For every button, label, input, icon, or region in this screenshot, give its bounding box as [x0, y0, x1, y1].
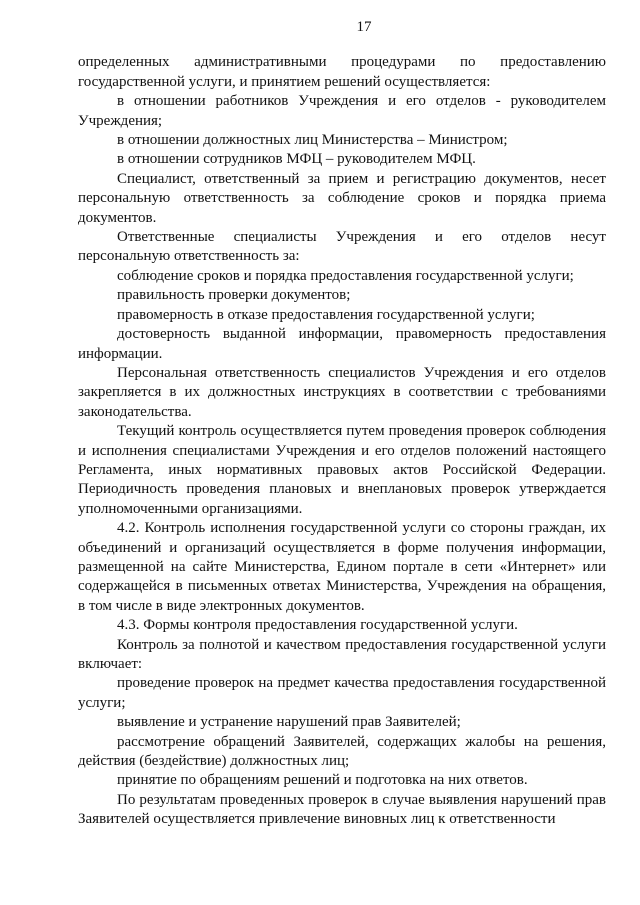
paragraph: 4.3. Формы контроля предоставления государственной услуги.	[117, 617, 518, 634]
paragraph: принятие по обращениям решений и подготовка на них ответов.	[117, 772, 528, 789]
document-body	[78, 53, 606, 829]
paragraph: соблюдение сроков и порядка предоставления государственной услуги;	[117, 267, 574, 284]
paragraph: достоверность выданной информации, правомерность предоставления информации.	[78, 326, 606, 362]
paragraph: определенных административными процедурами по предоставлению государственной услуги, и принятием решений осуществляется:	[78, 54, 606, 90]
paragraph: в отношении должностных лиц Министерства – Министром;	[117, 132, 508, 149]
paragraph: По результатам проведенных проверок в случае выявления нарушений прав Заявителей осуществляется привлечение виновных лиц к ответственности	[78, 791, 606, 828]
paragraph: Ответственные специалисты Учреждения и его отделов несут персональную ответственность за:	[78, 229, 606, 265]
paragraph: в отношении сотрудников МФЦ – руководителем МФЦ.	[117, 151, 476, 168]
page-number: 17	[356, 19, 372, 35]
paragraph: правильность проверки документов;	[117, 287, 351, 304]
paragraph: Специалист, ответственный за прием и регистрацию документов, несет персональную ответственность за соблюдение сроков и порядка приема документов.	[78, 170, 606, 226]
paragraph: Текущий контроль осуществляется путем проведения проверок соблюдения и исполнения специалистами Учреждения и его отделов положений настоящего Регламента, иных нормативных правовых актов Российской Федерации. Периодичность проведения плановых и внеплановых проверок утверждается уполномоченными организациями.	[78, 423, 606, 517]
paragraph: в отношении работников Учреждения и его отделов - руководителем Учреждения;	[78, 93, 606, 129]
paragraph: правомерность в отказе предоставления государственной услуги;	[117, 306, 535, 323]
paragraph: проведение проверок на предмет качества предоставления государственной услуги;	[78, 675, 606, 711]
paragraph: 4.2. Контроль исполнения государственной услуги со стороны граждан, их объединений и организаций осуществляется в форме получения информации, размещенной на сайте Министерства, Едином портале в сети «Интернет» или содержащейся в письменных ответах Министерства, Учреждения на обращения, в том числе в виде электронных документов.	[78, 520, 606, 614]
paragraph: Персональная ответственность специалистов Учреждения и его отделов закрепляется в их должностных инструкциях в соответствии с требованиями законодательства.	[78, 364, 606, 420]
paragraph: Контроль за полнотой и качеством предоставления государственной услуги включает:	[78, 636, 606, 672]
paragraph: рассмотрение обращений Заявителей, содержащих жалобы на решения, действия (бездействие) должностных лиц;	[78, 733, 606, 770]
paragraph: выявление и устранение нарушений прав Заявителей;	[117, 714, 461, 731]
